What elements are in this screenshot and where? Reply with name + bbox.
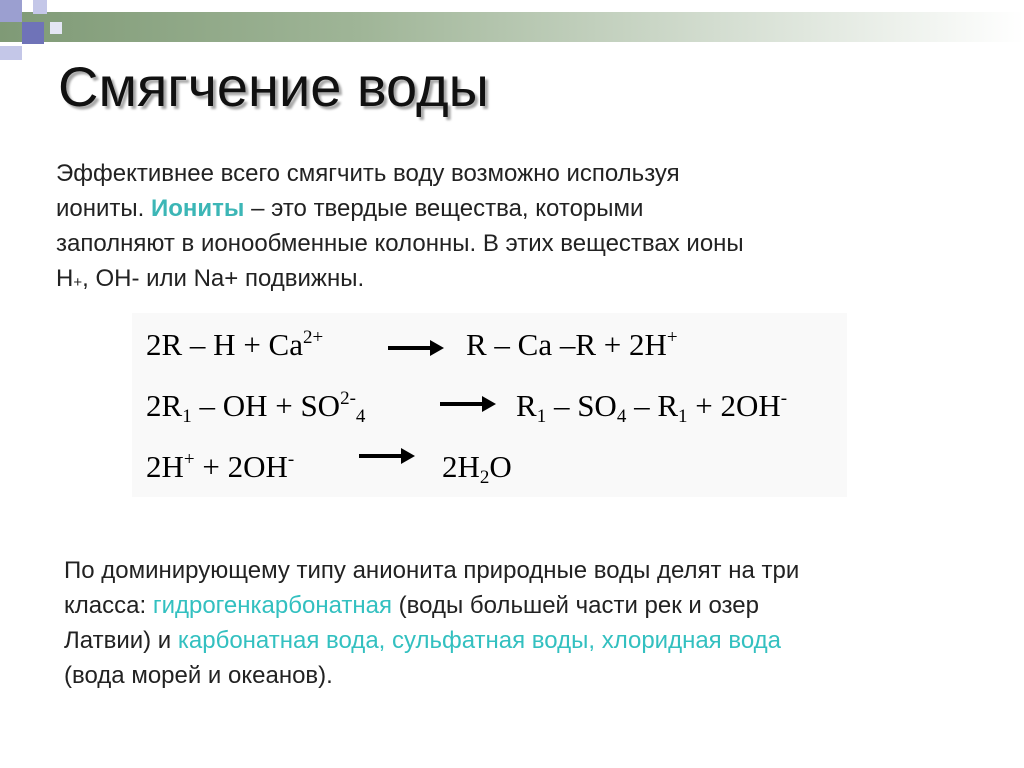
text-line xyxy=(64,588,964,623)
text-line xyxy=(64,553,964,588)
text-line xyxy=(64,658,964,693)
eq-sub: 2 xyxy=(479,467,490,488)
text-span: иониты. xyxy=(56,195,151,222)
slide-title: Смягчение воды xyxy=(58,55,489,118)
text-span: – это твердые вещества, которыми xyxy=(244,195,644,222)
reaction-arrow xyxy=(359,454,403,458)
decor-square xyxy=(0,0,22,22)
text-line xyxy=(56,226,916,261)
eq-sub: 1 xyxy=(182,406,192,427)
eq-text: R – Ca –R + 2H xyxy=(466,327,667,362)
water-types-term: карбонатная вода, сульфатная воды, хлоридная вода xyxy=(177,627,781,654)
eq1-right xyxy=(466,327,678,363)
eq-text: 2H xyxy=(442,449,480,484)
header-gradient-bar xyxy=(0,12,1024,42)
eq-text: R xyxy=(516,388,537,423)
bicarbonate-term: гидрогенкарбонатная xyxy=(152,592,392,619)
eq-text: – R xyxy=(626,388,679,423)
eq-sup: - xyxy=(287,449,295,470)
eq-text: – SO xyxy=(546,388,617,423)
eq-sup: + xyxy=(666,327,678,348)
eq1-left xyxy=(146,327,323,363)
text-span: H xyxy=(56,265,74,292)
text-span: (вода морей и океанов). xyxy=(64,662,333,689)
equations-box xyxy=(132,313,847,497)
text-span: Латвии) и xyxy=(64,627,178,654)
text-span: По доминирующему типу анионита природные воды делят на три xyxy=(64,557,800,584)
eq-text: O xyxy=(489,449,512,484)
subscript: + xyxy=(73,274,83,291)
eq3-right xyxy=(442,449,512,489)
text-line xyxy=(56,191,916,226)
eq-sub: 4 xyxy=(616,406,627,427)
decor-square xyxy=(0,46,22,60)
eq-sup: + xyxy=(183,449,195,470)
eq-text: + 2OH xyxy=(194,449,288,484)
reaction-arrow xyxy=(440,402,484,406)
intro-paragraph xyxy=(56,156,916,300)
reaction-arrow xyxy=(388,346,432,350)
eq-sup: - xyxy=(780,388,788,409)
eq3-left xyxy=(146,449,294,485)
text-span: Эффективнее всего смягчить воду возможно используя xyxy=(56,160,680,187)
decor-square xyxy=(22,22,44,44)
eq2-left xyxy=(146,388,365,428)
eq-sub: 1 xyxy=(678,406,688,427)
eq-text: 2R – H + Ca xyxy=(146,327,303,362)
decor-square xyxy=(50,22,62,34)
eq2-right xyxy=(516,388,787,428)
text-line xyxy=(56,261,916,300)
text-span: , OH- или Na+ подвижны. xyxy=(82,265,365,292)
eq-sub: 1 xyxy=(536,406,547,427)
eq-sub: 4 xyxy=(355,406,366,427)
ionites-term: Иониты xyxy=(151,195,245,222)
eq-sup: 2+ xyxy=(302,327,324,348)
classification-paragraph xyxy=(64,553,964,693)
eq-text: 2H xyxy=(146,449,184,484)
text-line xyxy=(64,623,964,658)
text-span: класса: xyxy=(64,592,153,619)
decor-square xyxy=(33,0,47,14)
eq-text: – OH + SO xyxy=(191,388,341,423)
eq-text: 2R xyxy=(146,388,183,423)
eq-text: + 2OH xyxy=(687,388,781,423)
text-line xyxy=(56,156,916,191)
text-span: заполняют в ионообменные колонны. В этих веществах ионы xyxy=(56,230,744,257)
text-span: (воды большей части рек и озер xyxy=(391,592,759,619)
eq-sup: 2- xyxy=(340,388,356,409)
